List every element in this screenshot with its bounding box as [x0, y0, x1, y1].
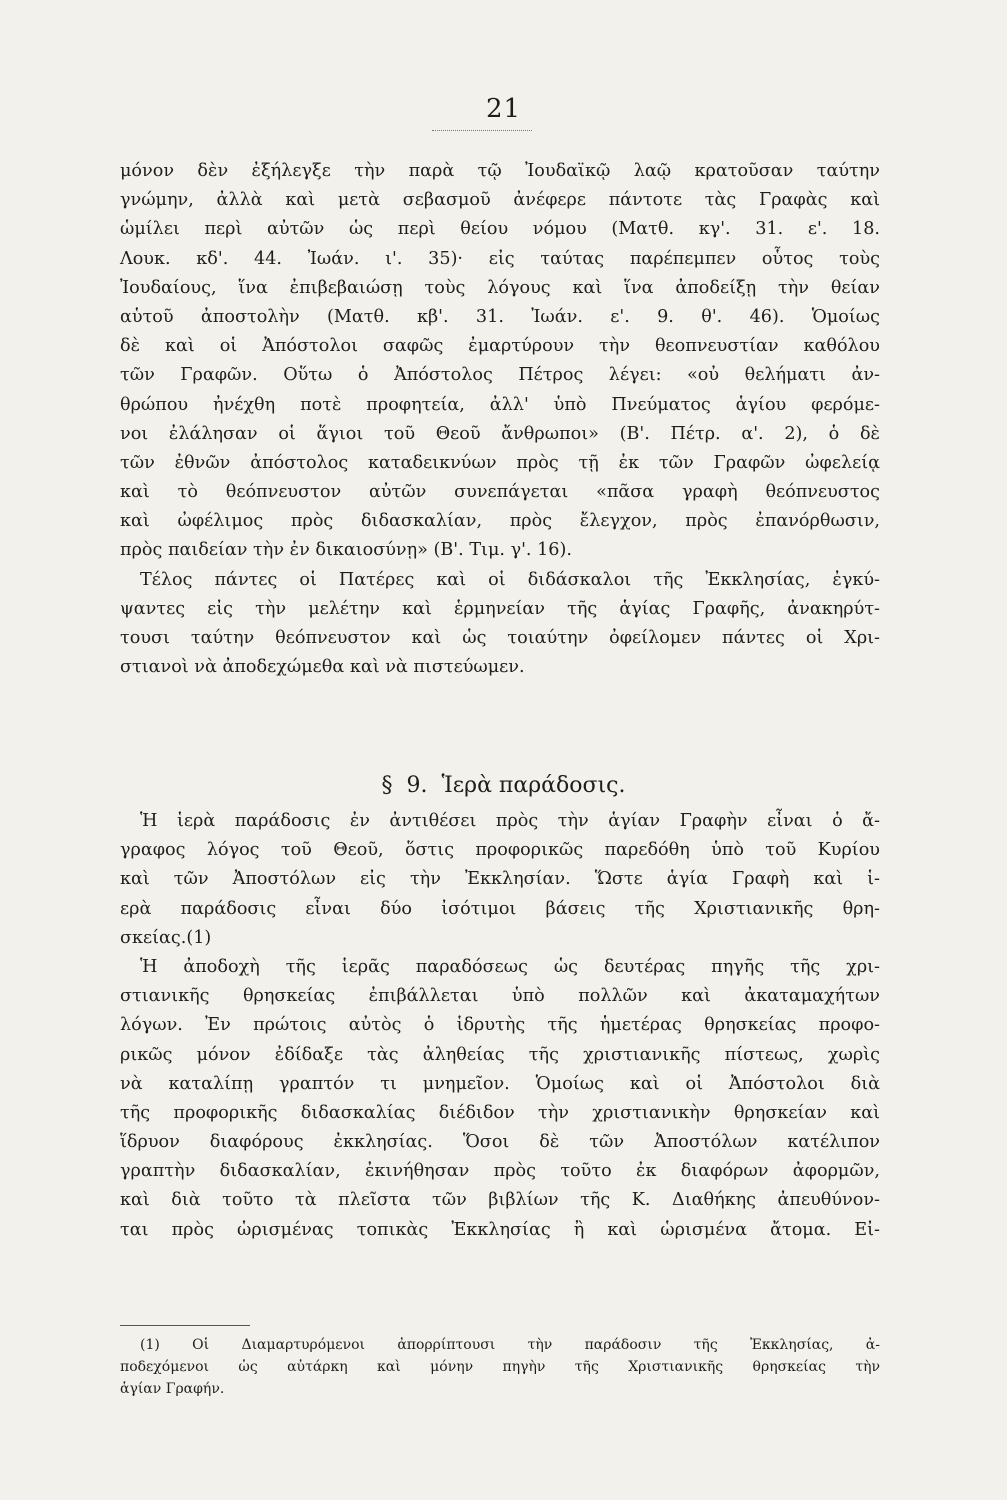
text-line: ψαντες εἰς τὴν μελέτην καὶ ἑρμηνείαν τῆς ἁγίας Γραφῆς, ἀνακηρύτ- [120, 598, 880, 619]
text-line: τῶν ἐθνῶν ἀπόστολος καταδεικνύων πρὸς τῇ ἐκ τῶν Γραφῶν ὠφελείᾳ [120, 452, 880, 473]
text-line: ερὰ παράδοσις εἶναι δύο ἰσότιμοι βάσεις τῆς Χριστιανικῆς θρη- [120, 898, 880, 919]
text-line: τῆς προφορικῆς διδασκαλίας διέδιδον τὴν χριστιανικὴν θρησκείαν καὶ [120, 1102, 880, 1123]
paragraph-fathers [120, 566, 880, 683]
text-line: ρικῶς μόνον ἐδίδαξε τὰς ἀληθείας τῆς χριστιανικῆς πίστεως, χωρὶς [120, 1044, 880, 1065]
text-line: στιανοὶ νὰ ἀποδεχώμεθα καὶ νὰ πιστεύωμεν. [120, 657, 525, 678]
paragraph-definition [120, 807, 880, 953]
text-line: λόγων. Ἐν πρώτοις αὐτὸς ὁ ἱδρυτὴς τῆς ἡμετέρας θρησκείας προφο- [120, 1015, 880, 1036]
footnote [120, 1334, 880, 1400]
text-line: ὡμίλει περὶ αὐτῶν ὡς περὶ θείου νόμου (Ματθ. κγ'. 31. ε'. 18. [120, 219, 880, 240]
text-line: μόνον δὲν ἐξήλεγξε τὴν παρὰ τῷ Ἰουδαϊκῷ λαῷ κρατοῦσαν ταύτην [120, 161, 880, 181]
text-line: καὶ τῶν Ἀποστόλων εἰς τὴν Ἐκκλησίαν. Ὥστε ἁγία Γραφὴ καὶ ἱ- [120, 869, 880, 890]
text-line: τῶν Γραφῶν. Οὕτω ὁ Ἀπόστολος Πέτρος λέγει: «οὐ θελήματι ἀν- [120, 365, 880, 386]
section-number: 9. [406, 773, 428, 798]
text-line: Ἰουδαίους, ἵνα ἐπιβεβαιώσῃ τοὺς λόγους καὶ ἵνα ἀποδείξῃ τὴν θείαν [120, 277, 880, 298]
footnote-line: ἁγίαν Γραφήν. [120, 1381, 225, 1397]
text-line: νὰ καταλίπῃ γραπτόν τι μνημεῖον. Ὁμοίως καὶ οἱ Ἀπόστολοι διὰ [120, 1073, 880, 1094]
text-line: Λουκ. κδ'. 44. Ἰωάν. ι'. 35)· εἰς ταύτας παρέπεμπεν οὗτος τοὺς [120, 248, 880, 269]
page-number: 21 [485, 94, 522, 124]
text-line: ται πρὸς ὡρισμένας τοπικὰς Ἐκκλησίας ἢ καὶ ὡρισμένα ἄτομα. Εἰ- [120, 1219, 880, 1240]
footnote-line: (1) Οἱ Διαμαρτυρόμενοι ἀπορρίπτουσι τὴν παράδοσιν τῆς Ἐκκλησίας, ἀ- [140, 1337, 880, 1353]
paragraph-acceptance [120, 953, 880, 1245]
text-line: νοι ἐλάλησαν οἱ ἅγιοι τοῦ Θεοῦ ἄνθρωποι» (Β'. Πέτρ. α'. 2), ὁ δὲ [120, 423, 880, 444]
text-line: στιανικῆς θρησκείας ἐπιβάλλεται ὑπὸ πολλῶν καὶ ἀκαταμαχήτων [120, 986, 880, 1007]
paragraph-continuation [120, 157, 880, 566]
main-text-block [120, 157, 880, 682]
text-line: καὶ ὠφέλιμος πρὸς διδασκαλίαν, πρὸς ἔλεγχον, πρὸς ἐπανόρθωσιν, [120, 511, 880, 532]
text-line: πρὸς παιδείαν τὴν ἐν δικαιοσύνῃ» (Β'. Τιμ. γ'. 16). [120, 540, 572, 561]
text-line: Ἡ ἀποδοχὴ τῆς ἱερᾶς παραδόσεως ὡς δευτέρας πηγῆς τῆς χρι- [140, 956, 880, 977]
text-line: καὶ τὸ θεόπνευστον αὐτῶν συνεπάγεται «πᾶσα γραφὴ θεόπνευστος [120, 482, 880, 503]
footnote-rule [120, 1325, 250, 1326]
text-line: καὶ διὰ τοῦτο τὰ πλεῖστα τῶν βιβλίων τῆς Κ. Διαθήκης ἀπευθύνον- [120, 1190, 880, 1211]
text-line: δὲ καὶ οἱ Ἀπόστολοι σαφῶς ἐμαρτύρουν τὴν θεοπνευστίαν καθόλου [120, 336, 880, 357]
text-line: γραπτὴν διδασκαλίαν, ἐκινήθησαν πρὸς τοῦτο ἐκ διαφόρων ἀφορμῶν, [120, 1161, 880, 1182]
text-line: Ἡ ἱερὰ παράδοσις ἐν ἀντιθέσει πρὸς τὴν ἁγίαν Γραφὴν εἶναι ὁ ἄ- [140, 811, 880, 831]
text-line: ἵδρυον διαφόρους ἐκκλησίας. Ὅσοι δὲ τῶν Ἀποστόλων κατέλιπον [120, 1132, 880, 1153]
section-text-block [120, 807, 880, 1245]
section-symbol: § [381, 773, 393, 798]
section-heading [0, 773, 1007, 798]
text-line: Τέλος πάντες οἱ Πατέρες καὶ οἱ διδάσκαλοι τῆς Ἐκκλησίας, ἐγκύ- [140, 569, 880, 590]
text-line: γνώμην, ἀλλὰ καὶ μετὰ σεβασμοῦ ἀνέφερε πάντοτε τὰς Γραφὰς καὶ [120, 190, 880, 211]
text-line: γραφος λόγος τοῦ Θεοῦ, ὅστις προφορικῶς παρεδόθη ὑπὸ τοῦ Κυρίου [120, 840, 880, 861]
section-title: Ἱερὰ παράδοσις. [441, 773, 626, 798]
text-line: σκείας.(1) [120, 927, 212, 948]
footnote-line: ποδεχόμενοι ὡς αὐτάρκη καὶ μόνην πηγὴν τῆς Χριστιανικῆς θρησκείας τὴν [120, 1359, 880, 1375]
text-line: αὑτοῦ ἀποστολὴν (Ματθ. κβ'. 31. Ἰωάν. ε'. 9. θ'. 46). Ὁμοίως [120, 306, 880, 327]
text-line: θρώπου ἠνέχθη ποτὲ προφητεία, ἀλλ' ὑπὸ Πνεύματος ἁγίου φερόμε- [120, 394, 880, 415]
header-rule [432, 130, 532, 131]
text-line: τουσι ταύτην θεόπνευστον καὶ ὡς τοιαύτην ὀφείλομεν πάντες οἱ Χρι- [120, 628, 880, 648]
